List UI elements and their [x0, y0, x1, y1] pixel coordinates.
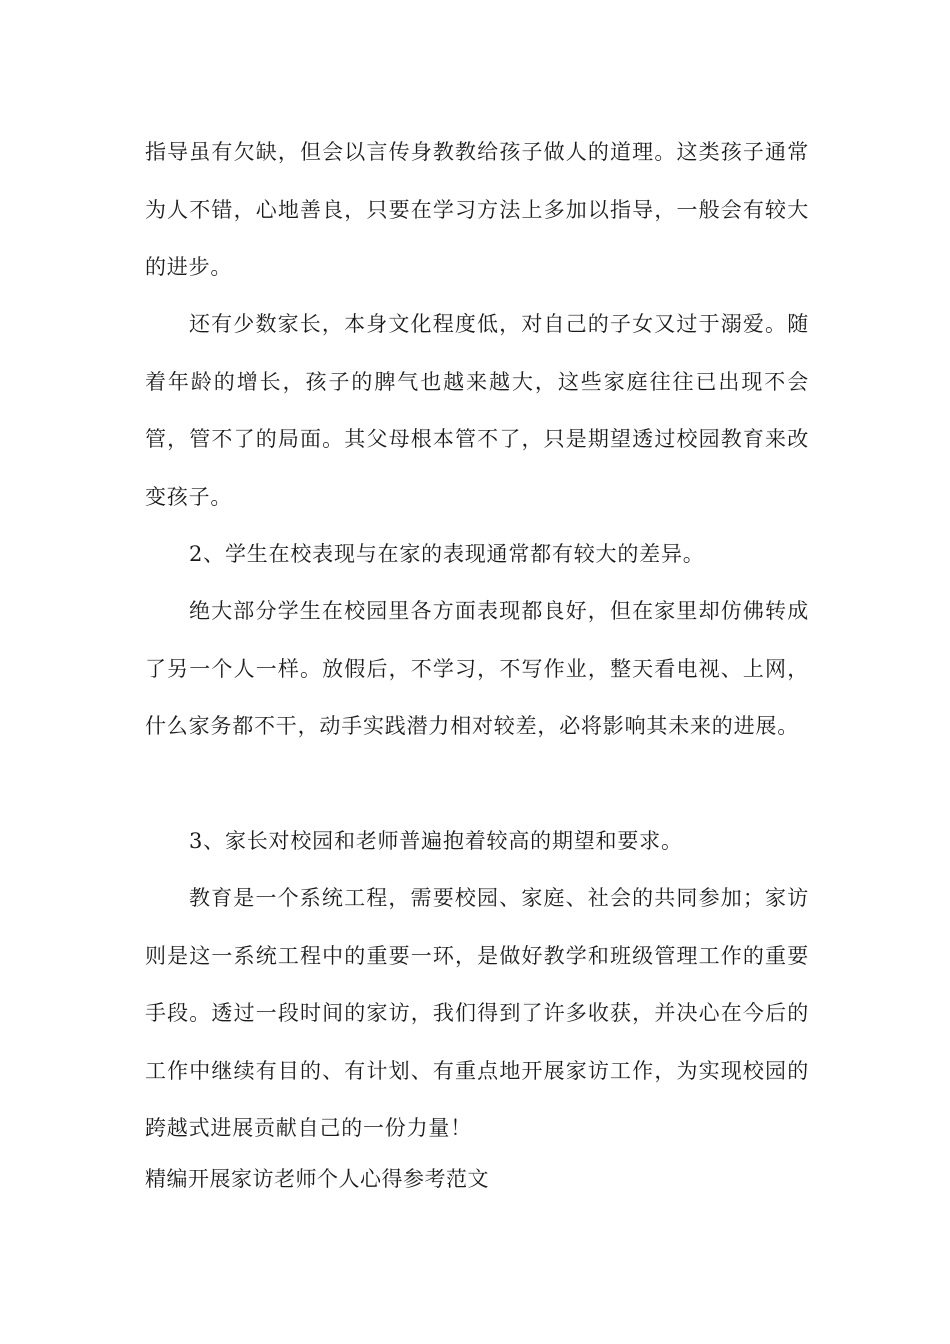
paragraph-point-3: 3、家长对校园和老师普遍抱着较高的期望和要求。: [189, 829, 683, 853]
paragraph-conclusion: 教育是一个系统工程，需要校园、家庭、社会的共同参加；家访则是这一系统工程中的重要一环，是做好教学和班级管理工作的重要手段。透过一段时间的家访，我们得到了许多收获，并决心在今后的工作中继续有目的、有计划、有重点地开展家访工作，为实现校园的跨越式进展贡献自己的一份力量！: [145, 886, 809, 1140]
paragraph-school-vs-home: 绝大部分学生在校园里各方面表现都良好，但在家里却仿佛转成了另一个人一样。放假后，不学习，不写作业，整天看电视、上网，什么家务都不干，动手实践潜力相对较差，必将影响其未来的进展。: [145, 599, 809, 738]
paragraph-few-parents: 还有少数家长，本身文化程度低，对自己的子女又过于溺爱。随着年龄的增长，孩子的脾气也越来越大，这些家庭往往已出现不会管，管不了的局面。其父母根本管不了，只是期望透过校园教育来改变孩子。: [145, 312, 809, 509]
paragraph-point-2: 2、学生在校表现与在家的表现通常都有较大的差异。: [189, 542, 705, 566]
paragraph-guidance: 指导虽有欠缺，但会以言传身教教给孩子做人的道理。这类孩子通常为人不错，心地善良，只要在学习方法上多加以指导，一般会有较大的进步。: [145, 140, 809, 279]
next-article-title: 精编开展家访老师个人心得参考范文: [145, 1167, 489, 1191]
